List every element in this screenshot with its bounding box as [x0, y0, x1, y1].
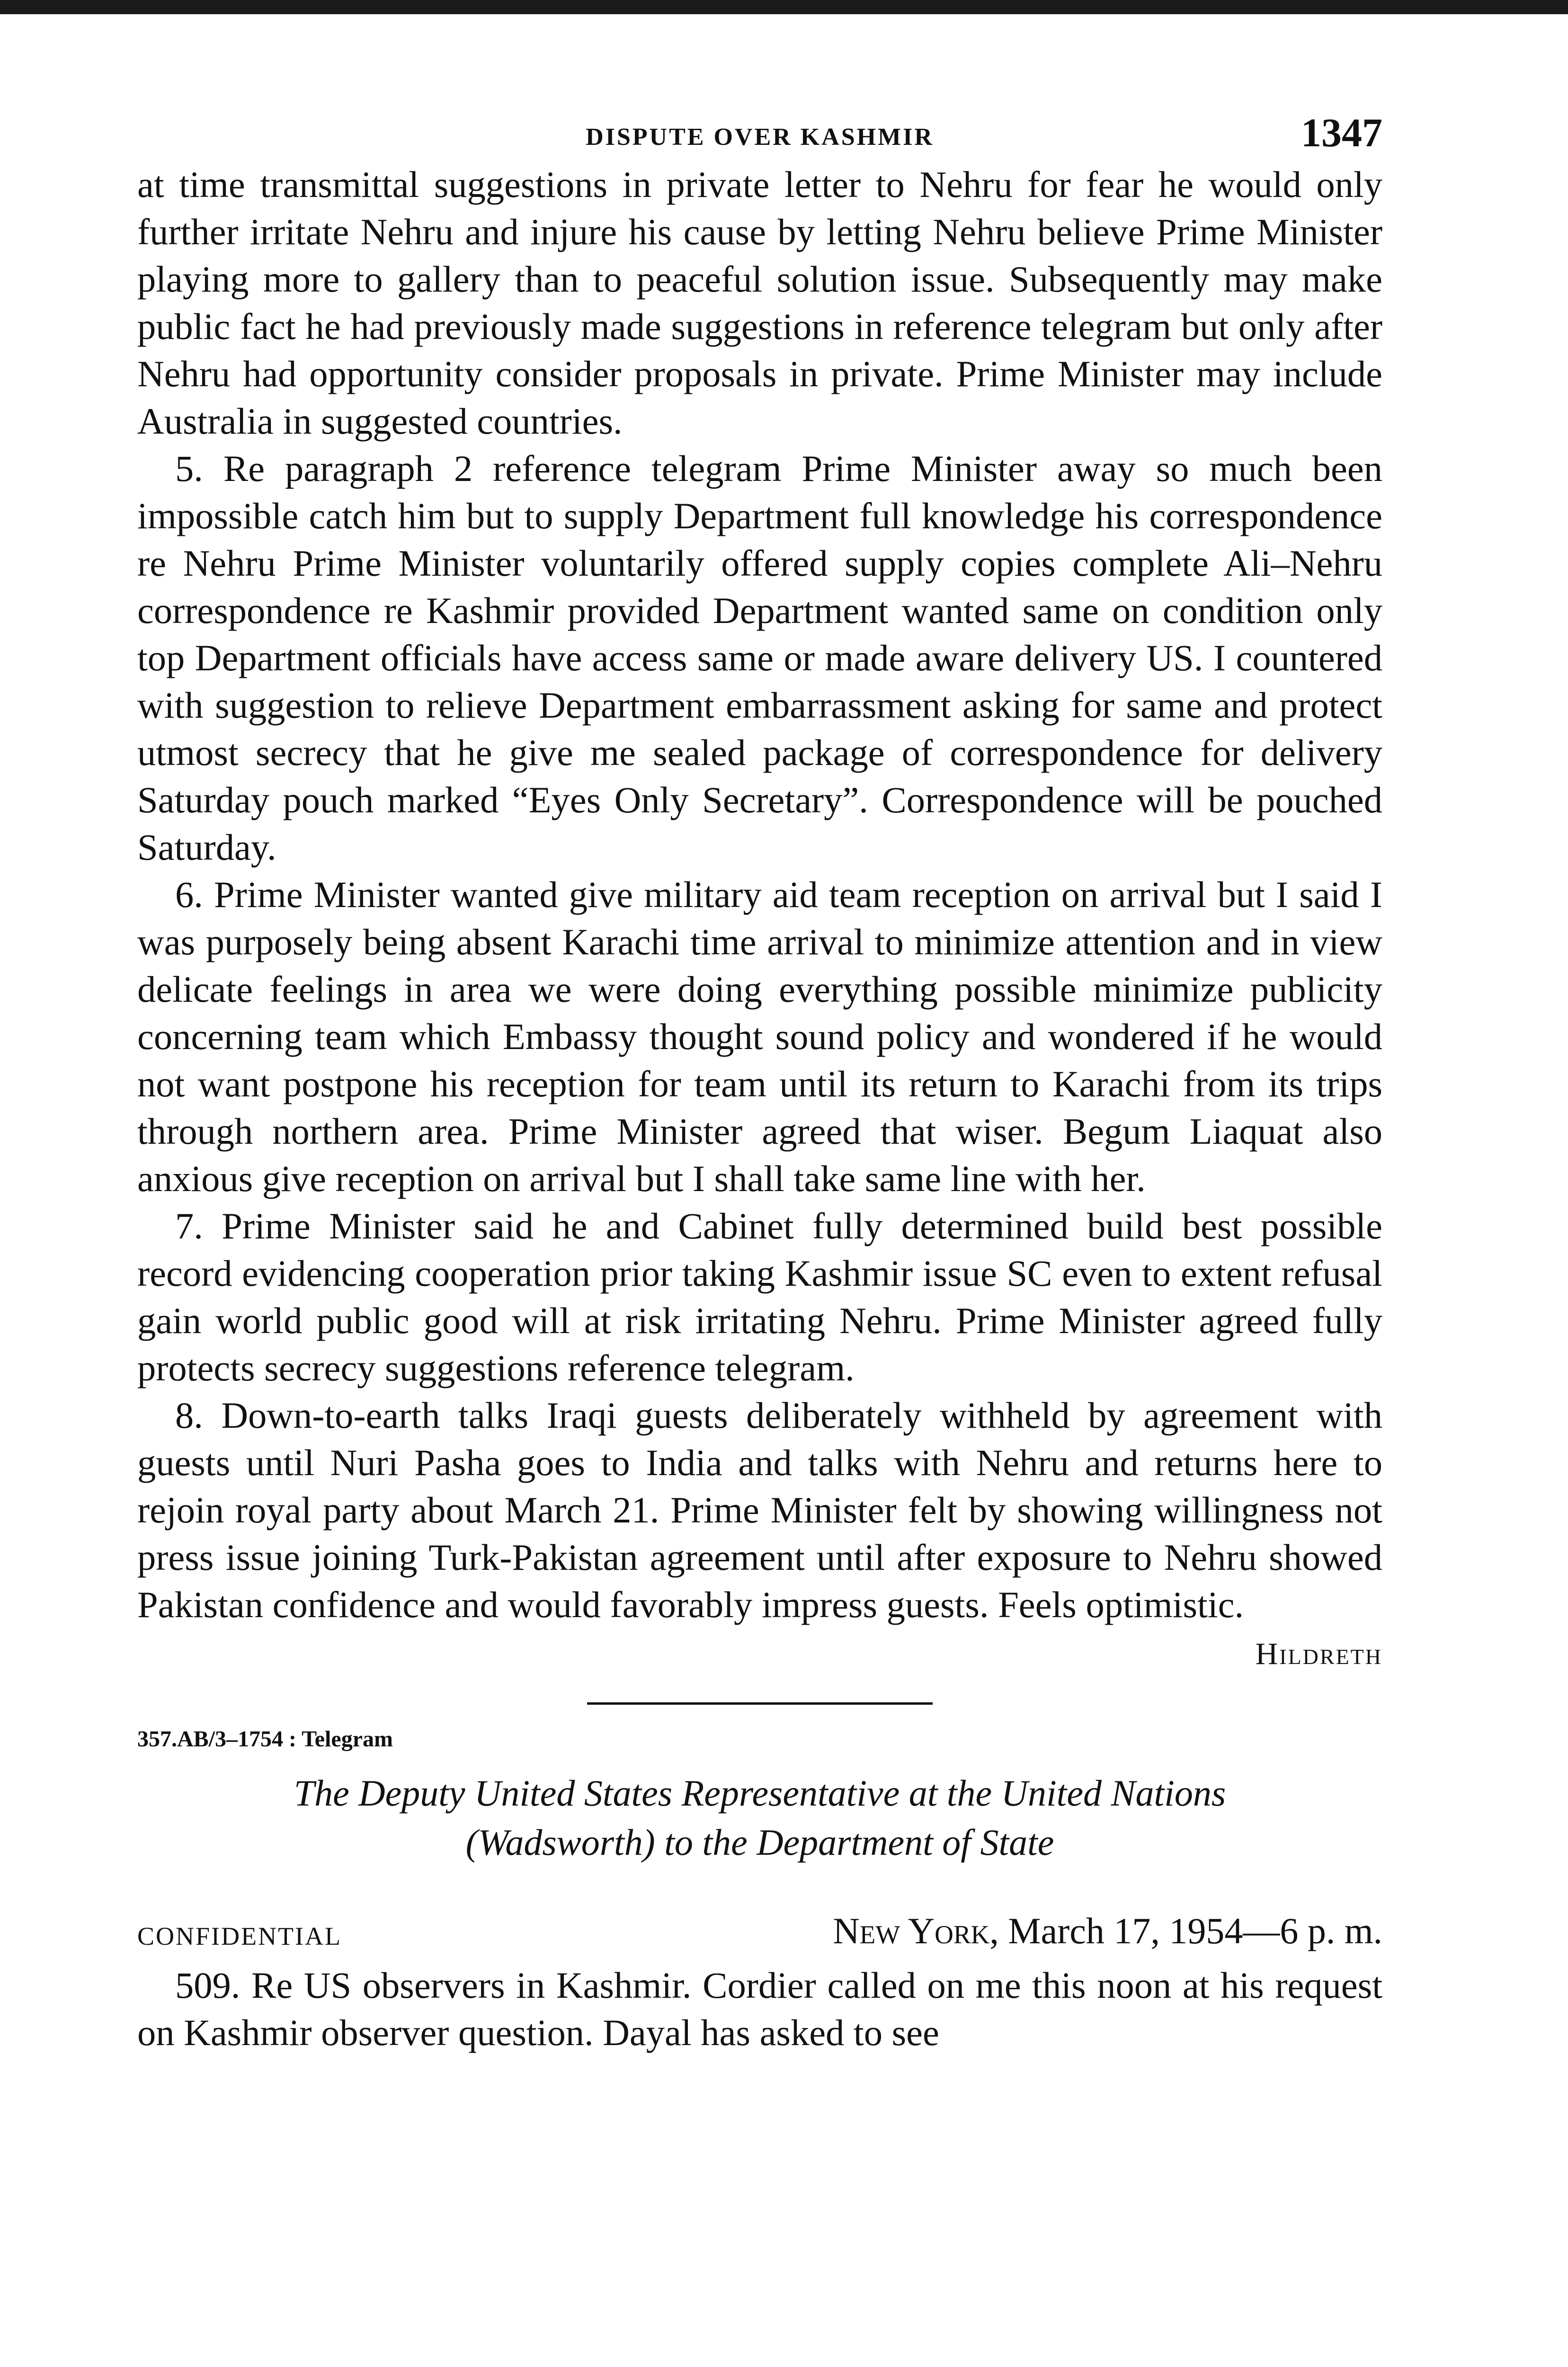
paragraph-6: 6. Prime Minister wanted give military aid team reception on arrival but I said I was purposely being absent Karachi time arrival to minimize attention and in view delicate feelings in area we were doing everything possible minimize publicity concerning team which Embassy thought sound policy and wondered if he would not want postpone his reception for team until its return to Karachi from its trips through northern area. Prime Minister agreed that wiser. Begum Liaquat also anxious give reception on arrival but I shall take same line with her.	[137, 874, 1382, 1199]
place: New York,	[833, 1910, 999, 1951]
classification-label: CONFIDENTIAL	[137, 1922, 342, 1950]
document-title	[137, 1769, 1382, 1867]
second-telegram-body	[137, 1962, 1382, 2056]
running-title: DISPUTE OVER KASHMIR	[586, 124, 934, 151]
dateline	[137, 1910, 1382, 1962]
file-reference: 357.AB/3–1754 : Telegram	[137, 1726, 393, 1752]
telegram-body	[137, 161, 1382, 1628]
place-and-date	[833, 1910, 1382, 1952]
paragraph-8: 8. Down-to-earth talks Iraqi guests deliberately withheld by agreement with guests until Nuri Pasha goes to India and talks with Nehru and returns here to rejoin royal party about March 21. Prime Minister felt by showing willingness not press issue joining Turk-Pakistan agreement until after exposure to Nehru showed Pakistan confidence and would favorably impress guests. Feels optimistic.	[137, 1395, 1382, 1625]
paragraph-5: 5. Re paragraph 2 reference telegram Prime Minister away so much been impossible catch him but to supply Department full knowledge his correspondence re Nehru Prime Minister voluntarily offered supply copies complete Ali–Nehru correspondence re Kashmir provided Department wanted same on condition only top Department officials have access same or made aware delivery US. I countered with suggestion to relieve Department embarrassment asking for same and protect utmost secrecy that he give me sealed package of correspondence for delivery Saturday pouch marked “Eyes Only Secretary”. Correspondence will be pouched Saturday.	[137, 448, 1382, 868]
page-number: 1347	[1301, 110, 1382, 155]
document-page	[137, 109, 1382, 2056]
paragraph-continuation: at time transmittal suggestions in private letter to Nehru for fear he would only further irritate Nehru and injure his cause by letting Nehru believe Prime Minister playing more to gallery than to peaceful solution issue. Subsequently may make public fact he had previously made suggestions in reference telegram but only after Nehru had opportunity consider proposals in private. Prime Minister may include Australia in suggested countries.	[137, 164, 1382, 442]
section-divider	[587, 1702, 933, 1705]
page-top-border	[0, 0, 1568, 14]
document-title-line-1: The Deputy United States Representative at the United Nations	[294, 1772, 1226, 1814]
running-header	[137, 109, 1382, 161]
paragraph-509: 509. Re US observers in Kashmir. Cordier called on me this noon at his request on Kashmir observer question. Dayal has asked to see	[137, 1965, 1382, 2053]
date: March 17, 1954—6 p. m.	[1008, 1910, 1382, 1951]
document-title-line-2: (Wadsworth) to the Department of State	[465, 1822, 1054, 1863]
signature: Hildreth	[1255, 1637, 1382, 1671]
paragraph-7: 7. Prime Minister said he and Cabinet fully determined build best possible record evidencing cooperation prior taking Kashmir issue SC even to extent refusal gain world public good will at risk irritating Nehru. Prime Minister agreed fully protects secrecy suggestions reference telegram.	[137, 1205, 1382, 1388]
